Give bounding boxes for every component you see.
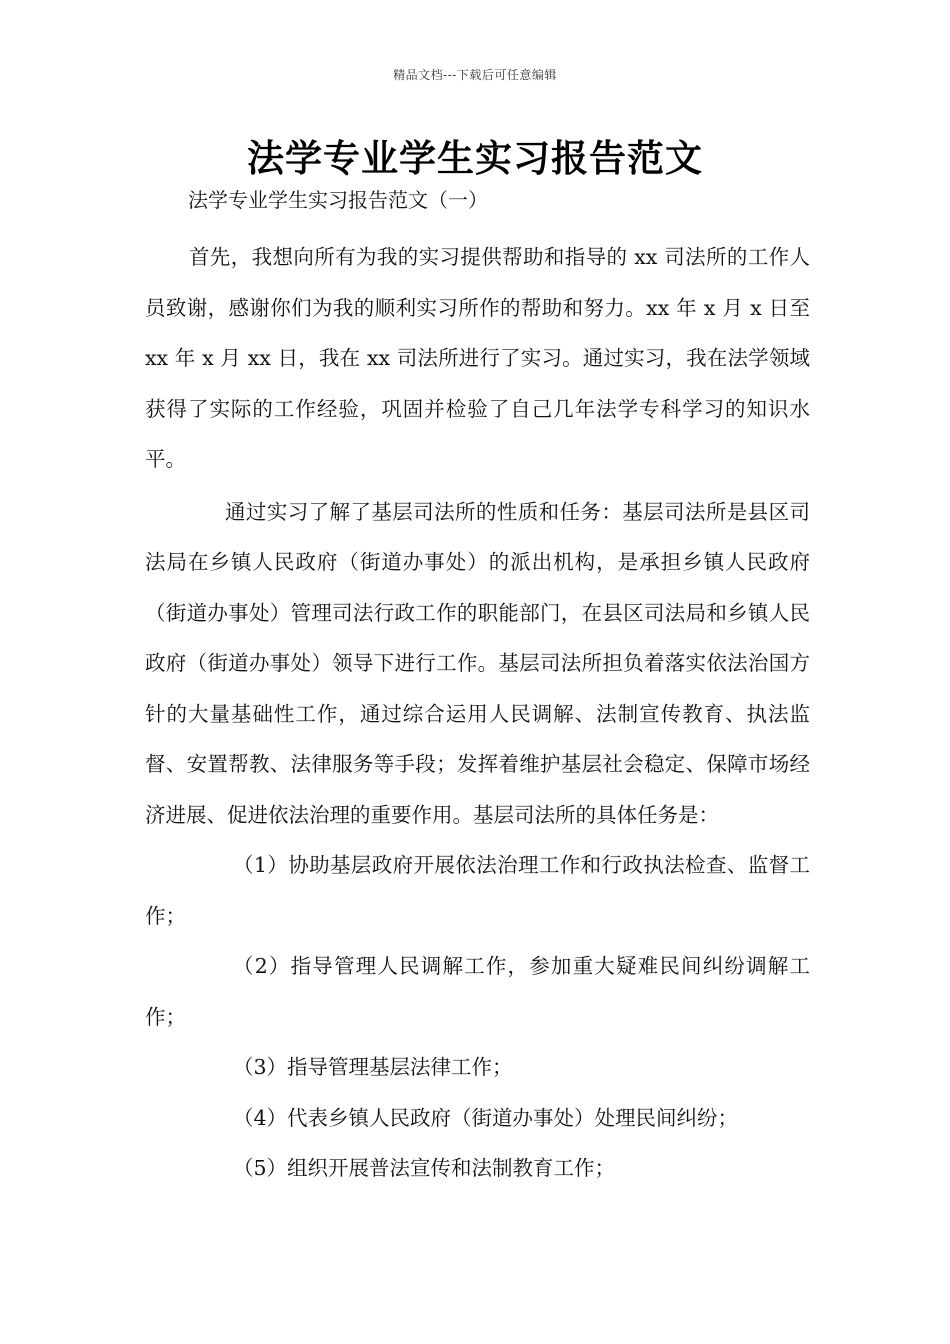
header-note: 精品文档---下载后可任意编辑: [393, 68, 557, 82]
paragraph-nature: 通过实习了解了基层司法所的性质和任务：基层司法所是县区司法局在乡镇人民政府（街道办事处）的派出机构，是承担乡镇人民政府（街道办事处）管理司法行政工作的职能部门，在县区司法局和乡镇人民政府（街道办事处）领导下进行工作。基层司法所担负着落实依法治国方针的大量基础性工作，通过综合运用人民调解、法制宣传教育、执法监督、安置帮教、法律服务等手段；发挥着维护基层社会稳定、保障市场经济进展、促进依法治理的重要作用。基层司法所的具体任务是：: [145, 499, 810, 827]
task-item-2: （2）指导管理人民调解工作，参加重大疑难民间纠纷调解工作；: [145, 954, 810, 1029]
task-item-1: （1）协助基层政府开展依法治理工作和行政执法检查、监督工作；: [145, 853, 810, 928]
task-item-5: （5）组织开展普法宣传和法制教育工作；: [233, 1156, 616, 1180]
document-title: 法学专业学生实习报告范文: [247, 137, 703, 180]
document-body: [145, 232, 810, 1194]
task-item-4: （4）代表乡镇人民政府（街道办事处）处理民间纠纷；: [233, 1105, 739, 1130]
paragraph-intro: 首先，我想向所有为我的实习提供帮助和指导的 xx 司法所的工作人员致谢，感谢你们为我的顺利实习所作的帮助和努力。xx 年 x 月 x 日至 xx 年 x 月 xx 日，我在 xx 司法所进行了实习。通过实习，我在法学领域获得了实际的工作经验，巩固并检验了自己几年法学专科学习的知识水平。: [145, 245, 810, 471]
document-subtitle: 法学专业学生实习报告范文（一）: [188, 188, 488, 212]
task-item-3: （3）指导管理基层法律工作；: [233, 1055, 513, 1079]
